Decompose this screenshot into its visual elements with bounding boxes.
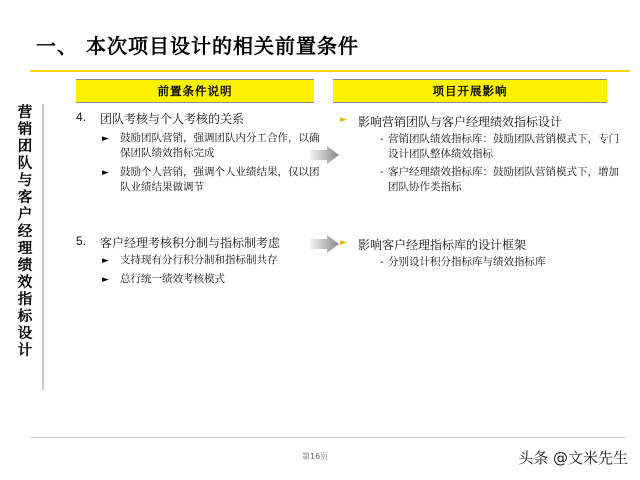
left-item-5	[76, 234, 326, 288]
triangle-bullet-icon: ►	[102, 256, 109, 266]
right-arrow-icon	[310, 146, 340, 164]
sub-item: 鼓励团队营销，强调团队内分工合作，以确保团队绩效指标完成	[120, 132, 320, 159]
right-header: 项目开展影响	[333, 79, 607, 103]
triangle-bullet-icon: ►	[340, 115, 347, 125]
triangle-bullet-icon: ►	[102, 168, 109, 178]
page-title: 一、 本次项目设计的相关前置条件	[36, 34, 359, 58]
right-item-1	[340, 113, 620, 195]
dash-bullet-icon: -	[380, 134, 384, 145]
side-label-text: 营销团队与客户经理绩效指标设计	[15, 104, 32, 359]
item-number: 5.	[76, 234, 87, 248]
triangle-bullet-icon: ►	[340, 238, 347, 248]
item-text: 影响营销团队与客户经理绩效指标设计	[358, 115, 563, 129]
footer-divider	[30, 437, 626, 438]
sub-item: 分别设计积分指标库与绩效指标库	[388, 256, 546, 268]
right-arrow-icon	[310, 235, 340, 253]
left-header: 前置条件说明	[76, 79, 314, 103]
sub-item: 支持现有分行积分制和指标制共存	[120, 254, 278, 266]
left-item-4	[76, 110, 326, 195]
dash-bullet-icon: -	[380, 257, 384, 268]
sub-item: 总行统一绩效考核模式	[120, 273, 225, 285]
dash-bullet-icon: -	[380, 167, 384, 178]
triangle-bullet-icon: ►	[102, 134, 109, 144]
right-item-2	[340, 236, 620, 270]
watermark: 头条 @文米先生	[518, 449, 628, 467]
item-text: 客户经理考核积分制与指标制考虑	[100, 236, 281, 250]
side-label	[6, 104, 44, 390]
item-number: 4.	[76, 110, 87, 124]
sub-item: 客户经理绩效指标库：鼓励团队营销模式下，增加团队协作类指标	[388, 166, 619, 193]
sub-item: 营销团队绩效指标库：鼓励团队营销模式下，专门设计团队整体绩效指标	[388, 133, 619, 160]
triangle-bullet-icon: ►	[102, 275, 109, 285]
sub-item: 鼓励个人营销，强调个人业绩结果，仅以团队业绩结果做调节	[120, 166, 320, 193]
item-text: 团队考核与个人考核的关系	[100, 112, 245, 126]
title-underline	[30, 70, 630, 72]
page-number: 第16页	[302, 452, 329, 461]
item-text: 影响客户经理指标库的设计框架	[358, 238, 527, 252]
